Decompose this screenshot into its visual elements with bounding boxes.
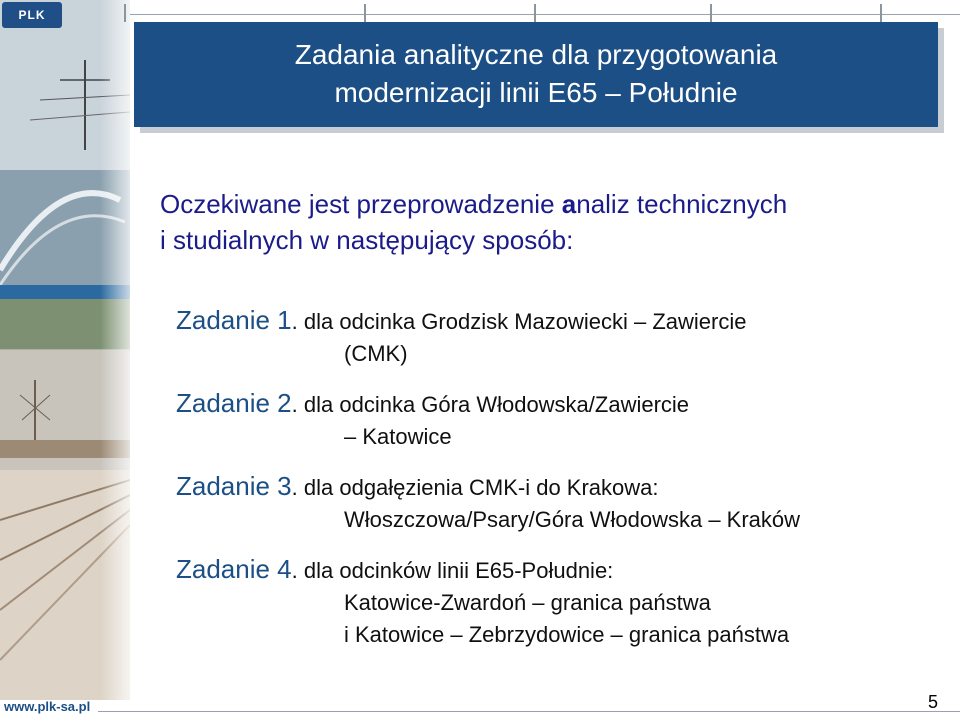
task-item <box>176 553 936 651</box>
intro-line-1-pre: Oczekiwane jest przeprowadzenie <box>160 189 562 219</box>
task-item <box>176 387 936 453</box>
title-box <box>134 22 938 127</box>
task-desc: . dla odcinka Grodzisk Mazowiecki – Zawiercie <box>291 309 747 334</box>
task-desc-line2: Katowice-Zwardoń – granica państwa <box>344 590 711 615</box>
ruler-tick <box>534 4 536 22</box>
intro-line-1-post: naliz technicznych <box>576 189 788 219</box>
strip-fade <box>100 0 130 700</box>
slide-title <box>134 36 938 112</box>
page-number: 5 <box>928 692 939 712</box>
intro-line-1-bold: a <box>561 189 577 219</box>
task-label: Zadanie 2 <box>176 388 292 418</box>
task-desc-line2: – Katowice <box>344 424 452 449</box>
footer-divider <box>98 711 960 712</box>
task-desc: . dla odcinka Góra Włodowska/Zawiercie <box>291 392 690 417</box>
intro-line-2: i studialnych w następujący sposób: <box>160 225 574 255</box>
intro-line-1 <box>160 186 940 222</box>
task-desc: . dla odgałęzienia CMK-i do Krakowa: <box>291 475 659 500</box>
task-item <box>176 470 936 536</box>
task-label: Zadanie 3 <box>176 471 292 501</box>
ruler-tick <box>880 4 882 22</box>
ruler-tick <box>710 4 712 22</box>
intro-text <box>160 186 940 258</box>
task-desc-line3: i Katowice – Zebrzydowice – granica państwa <box>344 622 790 647</box>
title-line-1: Zadania analityczne dla przygotowania <box>294 39 778 70</box>
left-photo-strip <box>0 0 130 700</box>
task-label: Zadanie 4 <box>176 554 292 584</box>
task-desc-line2: Włoszczowa/Psary/Góra Włodowska – Kraków <box>344 507 801 532</box>
task-label: Zadanie 1 <box>176 305 292 335</box>
ruler-tick <box>124 4 126 22</box>
logo-text: PLK <box>18 8 46 22</box>
task-item <box>176 304 936 370</box>
plk-logo <box>2 2 62 28</box>
task-desc: . dla odcinków linii E65-Południe: <box>291 558 614 583</box>
top-divider <box>130 14 960 15</box>
ruler-tick <box>364 4 366 22</box>
title-line-2: modernizacji linii E65 – Południe <box>334 77 738 108</box>
footer-url-link[interactable]: www.plk-sa.pl <box>4 699 91 714</box>
task-desc-line2: (CMK) <box>344 341 408 366</box>
